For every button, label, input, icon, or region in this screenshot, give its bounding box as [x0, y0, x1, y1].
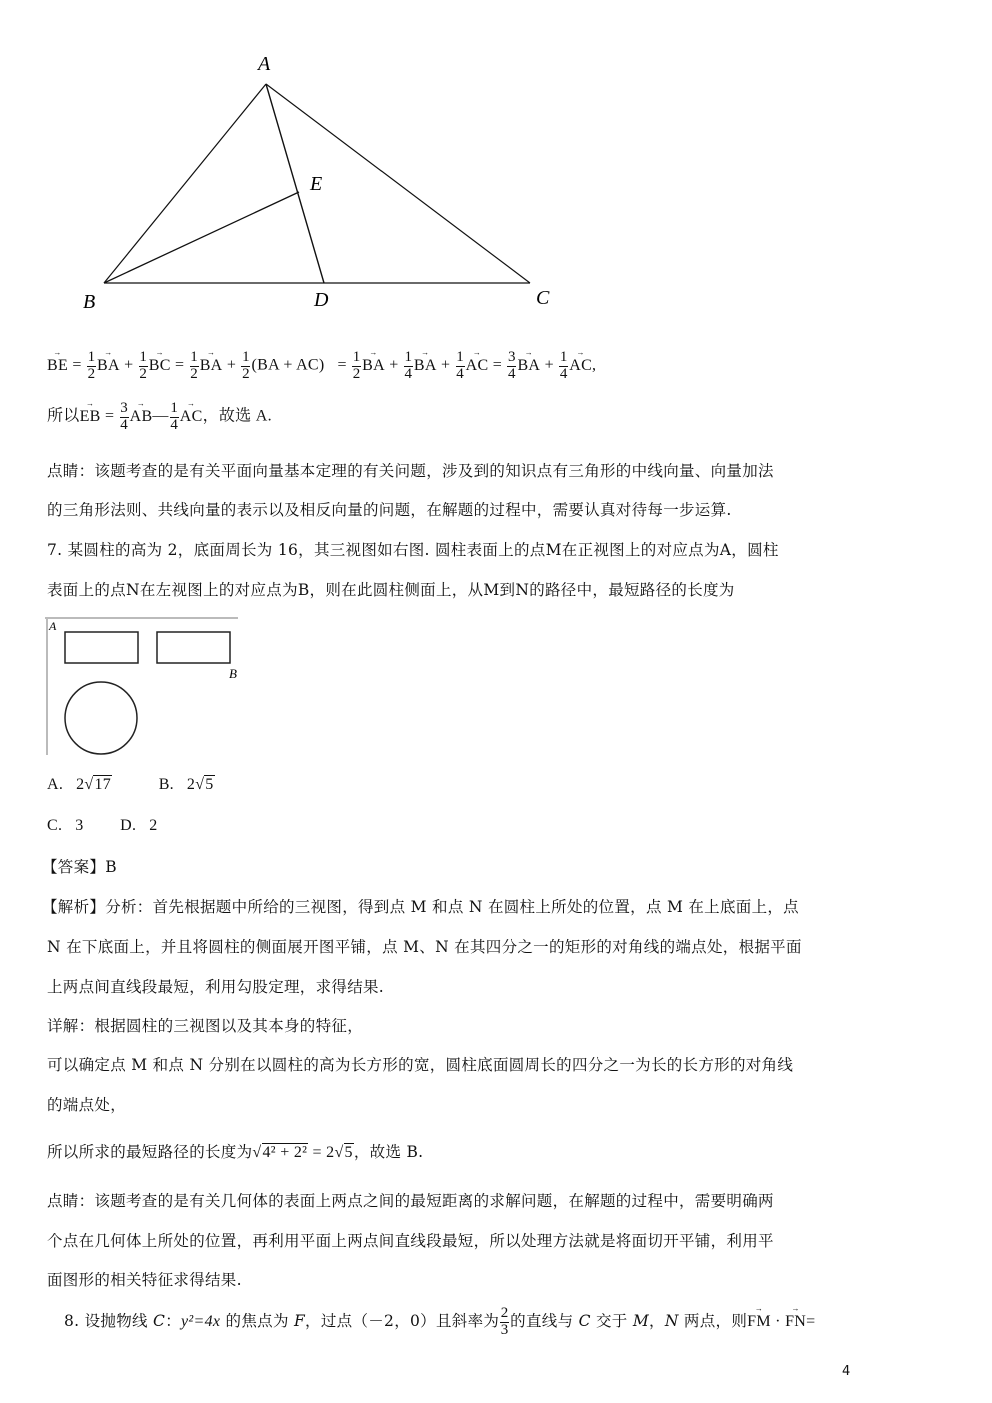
vec-ac: → AC: [466, 357, 489, 375]
option-a-coef: 2: [76, 776, 85, 793]
sqrt: √5: [334, 1144, 353, 1161]
analysis-line2: N 在下底面上，并且将圆柱的侧面展开图平铺，点 M、N 在其四分之一的矩形的对角线的端点处，根据平面: [47, 938, 802, 956]
op: =: [337, 356, 347, 374]
segment-ab: [104, 84, 266, 283]
equation-eb: 所以→ EB = $\frac{3}{4}$ → AB— $\frac{1}{4}$ → AC，故选 A.: [47, 401, 272, 433]
var-m: M: [632, 1312, 650, 1330]
op: +: [124, 356, 134, 374]
vec-fn: → FN: [785, 1313, 806, 1331]
question-7-line2: 表面上的点N在左视图上的对应点为B，则在此圆柱侧面上，从M到N的路径中，最短路径的长度为: [47, 581, 735, 599]
fraction: $\frac{1}{4}$: [456, 349, 465, 382]
comment-6-line2: 的三角形法则、共线向量的表示以及相反向量的问题，在解题的过程中，需要认真对待每一步运算.: [47, 501, 732, 519]
text: 的焦点为: [220, 1312, 294, 1330]
comment-7-line1: 点睛：该题考查的是有关几何体的表面上两点之间的最短距离的求解问题，在解题的过程中，需要明确两: [47, 1192, 774, 1210]
fraction: $\frac{1}{2}$: [87, 349, 96, 382]
detail-line3: 的端点处，: [47, 1096, 127, 1114]
text: 交于: [590, 1312, 633, 1330]
analysis-line3: 上两点间直线段最短，利用勾股定理，求得结果.: [47, 978, 385, 996]
fraction: $\frac{1}{2}$: [242, 349, 250, 382]
detail-line4: [47, 1140, 423, 1162]
option-d-label: D.: [120, 817, 137, 834]
label-a: A: [49, 619, 57, 633]
top-view-circle: [65, 682, 137, 754]
vec-ac: → AC: [569, 357, 592, 375]
dot-op: ·: [770, 1313, 786, 1330]
op: +: [389, 356, 399, 374]
fraction: $\frac{1}{2}$: [352, 349, 361, 382]
text: ，: [649, 1312, 665, 1330]
equals: = 2: [308, 1144, 335, 1161]
vec-ba: → BA: [517, 357, 540, 375]
var-c: C: [578, 1312, 591, 1330]
text: 两点，则: [678, 1312, 748, 1330]
fraction: $\frac{2}{3}$: [500, 1305, 509, 1338]
options-ab: [47, 776, 215, 794]
triangle-figure: [0, 0, 600, 320]
text: 所以所求的最短路径的长度为: [47, 1143, 253, 1161]
fraction: $\frac{1}{4}$: [170, 400, 179, 433]
fraction: $\frac{3}{4}$: [120, 400, 128, 433]
equals: =: [806, 1313, 816, 1330]
op: +: [226, 356, 237, 374]
vec-ac: → AC: [180, 408, 203, 426]
var-n: N: [664, 1312, 679, 1330]
vec-ba: → BA: [414, 357, 437, 375]
equation-be: [47, 350, 596, 382]
fraction: $\frac{3}{4}$: [508, 349, 516, 382]
text: 的直线与: [510, 1312, 579, 1330]
var-f: F: [293, 1312, 306, 1330]
op: +: [441, 356, 451, 374]
text-suffix: ，故选 A.: [202, 407, 272, 425]
label-a: A: [258, 53, 271, 75]
label-d: D: [314, 289, 329, 311]
detail-line1: 详解：根据圆柱的三视图以及其本身的特征，: [47, 1017, 364, 1035]
answer: 【答案】B: [42, 858, 117, 876]
op: =: [175, 356, 185, 374]
label-b: B: [229, 666, 237, 681]
vec-ba: → BA: [200, 357, 223, 375]
op: =: [72, 356, 82, 374]
op: =: [492, 356, 503, 374]
sqrt: √4² + 2²: [252, 1144, 308, 1161]
label-e: E: [310, 173, 323, 195]
question-7-line1: 7. 某圆柱的高为 2，底面周长为 16，其三视图如右图. 圆柱表面上的点M在正视图上的对应点为A，圆柱: [47, 541, 779, 559]
op: +: [544, 356, 554, 374]
sqrt: √5: [195, 776, 214, 793]
text-prefix: 所以: [47, 407, 80, 425]
vec-sum: (BA + AC): [251, 356, 325, 374]
comment-6-line1: 点睛：该题考查的是有关平面向量基本定理的有关问题，涉及到的知识点有三角形的中线向量、向量加法: [47, 462, 774, 480]
comment-7-line2: 个点在几何体上所处的位置，再利用平面上两点间直线段最短，所以处理方法就是将面切开平铺，利用平: [47, 1232, 774, 1250]
front-view-rect: [65, 632, 138, 663]
page-number: 4: [842, 1364, 851, 1379]
option-c-label: C.: [47, 817, 63, 834]
question-8: [64, 1306, 816, 1338]
analysis-line1: 【解析】分析：首先根据题中所给的三视图，得到点 M 和点 N 在圆柱上所处的位置，点 M 在上底面上，点: [42, 898, 799, 916]
fraction: $\frac{1}{2}$: [190, 349, 199, 382]
segment-be: [104, 192, 299, 283]
vec-be: → BE: [47, 357, 68, 375]
detail-line2: 可以确定点 M 和点 N 分别在以圆柱的高为长方形的宽，圆柱底面圆周长的四分之一为长的长方形的对角线: [47, 1056, 794, 1074]
fraction: $\frac{1}{4}$: [404, 349, 413, 382]
comma: ,: [592, 356, 597, 374]
option-c-value: 3: [75, 817, 84, 834]
vec-eb: → EB: [80, 408, 101, 426]
var-c: C: [153, 1312, 166, 1330]
sqrt: √17: [84, 776, 112, 793]
option-b-label: B.: [158, 776, 174, 793]
three-view-figure: [44, 615, 244, 760]
comment-7-line3: 面图形的相关特征求得结果.: [47, 1271, 242, 1289]
vec-fm: → FM: [747, 1313, 771, 1331]
parabola-eq: y²=4x: [181, 1313, 221, 1330]
vec-ba: → BA: [97, 357, 120, 375]
q8-number: 8. 设抛物线: [64, 1312, 154, 1330]
vec-ba: → BA: [362, 357, 385, 375]
label-c: C: [536, 287, 550, 309]
text: ，故选 B.: [353, 1143, 424, 1161]
label-b: B: [83, 291, 96, 313]
fraction: $\frac{1}{4}$: [559, 349, 568, 382]
option-a-label: A.: [47, 776, 64, 793]
vec-ab: → AB: [130, 408, 153, 426]
text: ，过点（－2，0）且斜率为: [305, 1312, 500, 1330]
option-d-value: 2: [149, 817, 158, 834]
side-view-rect: [157, 632, 230, 663]
option-b-coef: 2: [186, 776, 196, 793]
vec-bc: → BC: [149, 357, 171, 375]
fraction: $\frac{1}{2}$: [139, 349, 148, 382]
options-cd: [47, 817, 158, 835]
op: —: [152, 407, 169, 425]
text: ：: [165, 1312, 182, 1330]
segment-ac: [266, 84, 530, 283]
